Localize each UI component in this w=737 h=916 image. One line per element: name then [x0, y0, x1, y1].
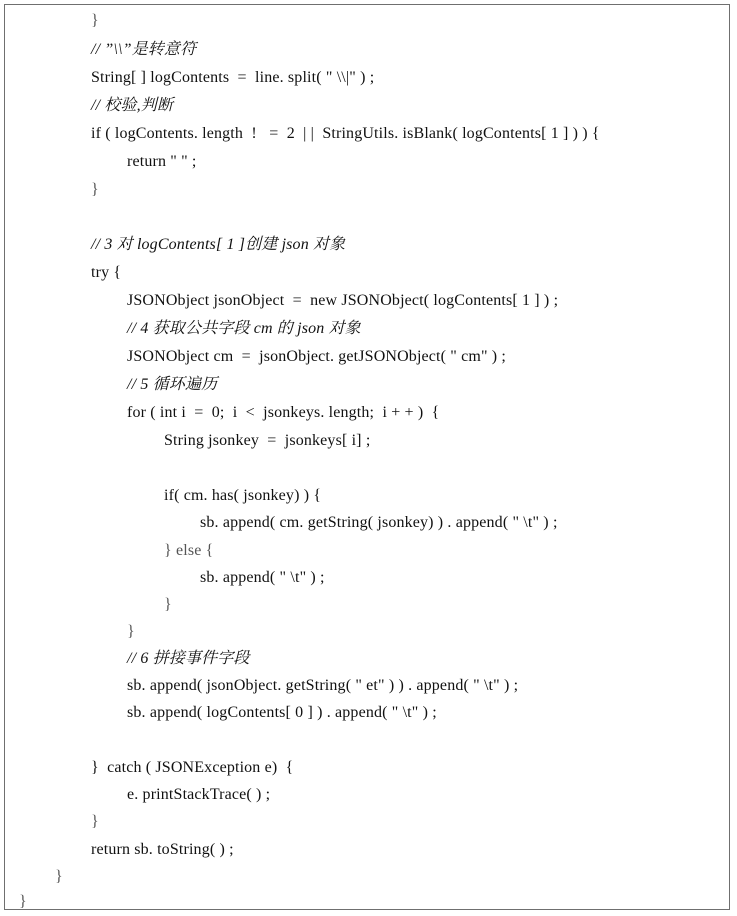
- code-line-07: }: [91, 181, 99, 198]
- code-line-10: JSONObject jsonObject = new JSONObject( logContents[ 1 ] ) ;: [127, 292, 559, 309]
- code-line-06: return " " ;: [127, 153, 197, 170]
- code-listing: [5, 5, 729, 909]
- code-line-20: }: [164, 596, 172, 613]
- code-line-23: sb. append( jsonObject. getString( " et" ) ) . append( " \t" ) ;: [127, 677, 519, 694]
- code-line-24: sb. append( logContents[ 0 ] ) . append( " \t" ) ;: [127, 704, 437, 721]
- code-line-15: String jsonkey = jsonkeys[ i] ;: [164, 432, 371, 449]
- code-line-30: }: [19, 893, 27, 910]
- code-line-18: } else {: [164, 542, 214, 559]
- code-line-13: // 5 循环遍历: [127, 376, 218, 393]
- code-line-11: // 4 获取公共字段 cm 的 json 对象: [127, 320, 361, 337]
- code-line-08: // 3 对 logContents[ 1 ]创建 json 对象: [91, 236, 346, 253]
- code-line-05: if ( logContents. length ! = 2 | | StringUtils. isBlank( logContents[ 1 ] ) ) {: [91, 125, 600, 142]
- code-line-12: JSONObject cm = jsonObject. getJSONObject( " cm" ) ;: [127, 348, 507, 365]
- code-line-26: e. printStackTrace( ) ;: [127, 786, 271, 803]
- code-line-19: sb. append( " \t" ) ;: [200, 569, 325, 586]
- code-line-21: }: [127, 623, 135, 640]
- code-line-04: // 校验,判断: [91, 97, 174, 114]
- code-line-09: try {: [91, 264, 122, 281]
- code-line-14: for ( int i = 0; i < jsonkeys. length; i + + ) {: [127, 404, 440, 421]
- code-line-25: } catch ( JSONException e) {: [91, 759, 294, 776]
- code-line-28: return sb. toString( ) ;: [91, 841, 234, 858]
- code-line-17: sb. append( cm. getString( jsonkey) ) . append( " \t" ) ;: [200, 514, 558, 531]
- code-line-16: if( cm. has( jsonkey) ) {: [164, 487, 322, 504]
- code-line-02: // ”\\”是转意符: [91, 41, 197, 58]
- code-line-27: }: [91, 813, 99, 830]
- code-line-01: }: [91, 12, 99, 29]
- code-line-22: // 6 拼接事件字段: [127, 650, 250, 667]
- code-listing-frame: [4, 4, 730, 910]
- code-line-03: String[ ] logContents = line. split( " \\|" ) ;: [91, 69, 375, 86]
- code-line-29: }: [55, 868, 63, 885]
